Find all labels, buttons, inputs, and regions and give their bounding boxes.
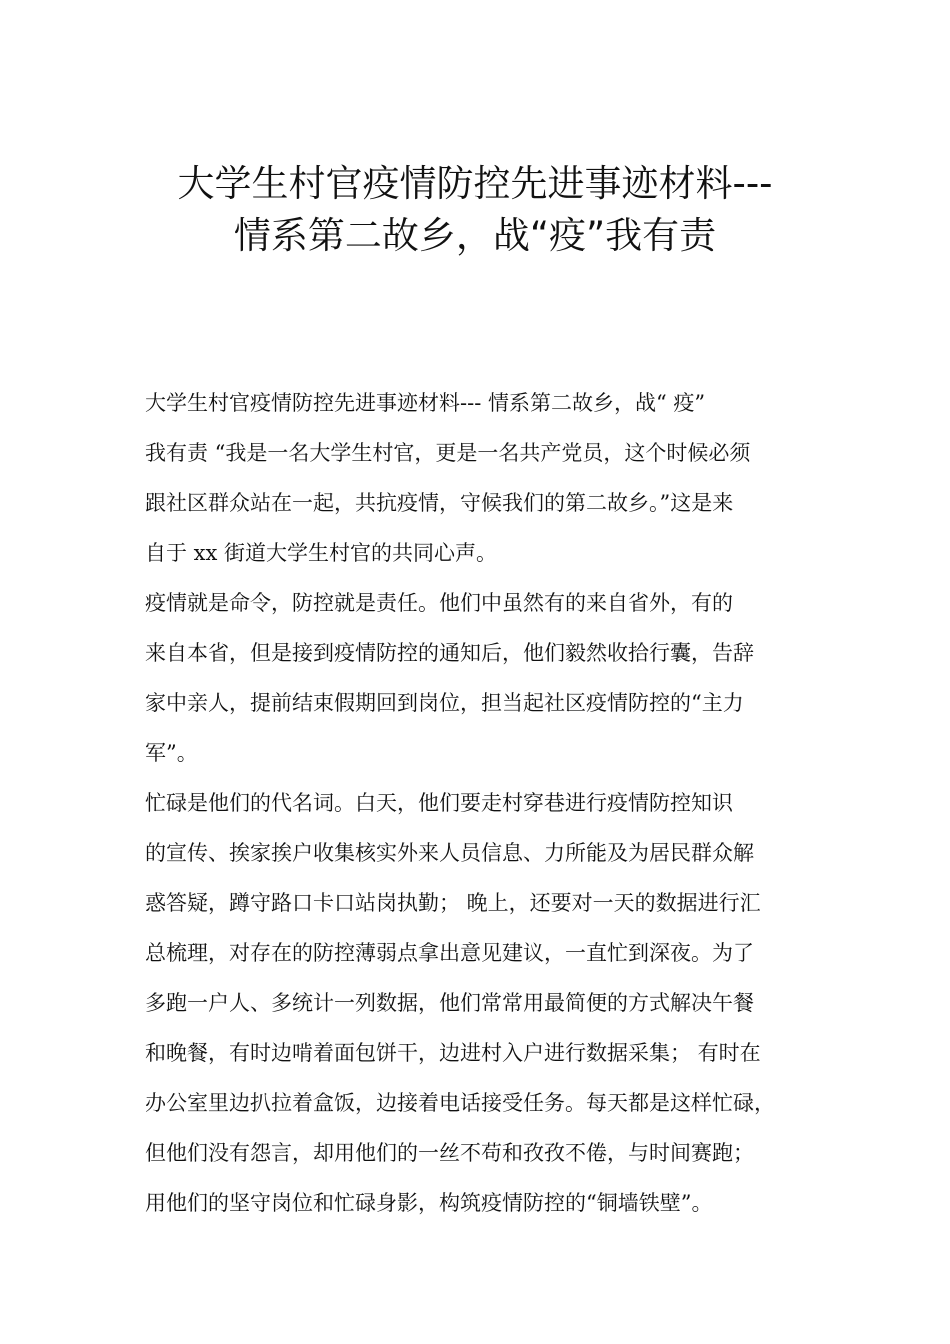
text-line: 惑答疑，蹲守路口卡口站岗执勤； 晚上，还要对一天的数据进行汇	[145, 891, 761, 915]
text-line: 军”。	[145, 741, 198, 765]
paragraph-3	[145, 778, 835, 1228]
text-line: 自于 xx 街道大学生村官的共同心声。	[145, 541, 498, 565]
text-line: 我有责 “我是一名大学生村官，更是一名共产党员，这个时候必须	[145, 441, 751, 465]
text-line: 忙碌是他们的代名词。白天，他们要走村穿巷进行疫情防控知识	[145, 791, 733, 815]
title-line-1: 大学生村官疫情防控先进事迹材料---	[177, 161, 773, 205]
text-line: 用他们的坚守岗位和忙碌身影，构筑疫情防控的“铜墙铁壁”。	[145, 1191, 713, 1215]
text-line: 多跑一户人、多统计一列数据，他们常常用最简便的方式解决午餐	[145, 991, 754, 1015]
text-line: 疫情就是命令，防控就是责任。他们中虽然有的来自省外，有的	[145, 591, 733, 615]
text-line: 总梳理，对存在的防控薄弱点拿出意见建议，一直忙到深夜。为了	[145, 941, 754, 965]
text-line: 的宣传、挨家挨户收集核实外来人员信息、力所能及为居民群众解	[145, 841, 754, 865]
text-line: 但他们没有怨言，却用他们的一丝不苟和孜孜不倦，与时间赛跑；	[145, 1141, 754, 1165]
text-line: 家中亲人，提前结束假期回到岗位，担当起社区疫情防控的“主力	[145, 691, 744, 715]
text-line: 跟社区群众站在一起，共抗疫情，守候我们的第二故乡。”这是来	[145, 491, 734, 515]
text-line: 大学生村官疫情防控先进事迹材料--- 情系第二故乡，战“ 疫”	[145, 391, 706, 415]
text-line: 来自本省，但是接到疫情防控的通知后，他们毅然收拾行囊，告辞	[145, 641, 754, 665]
document-title	[90, 158, 860, 262]
text-line: 和晚餐，有时边啃着面包饼干，边进村入户进行数据采集； 有时在	[145, 1041, 761, 1065]
text-line: 办公室里边扒拉着盒饭，边接着电话接受任务。每天都是这样忙碌，	[145, 1091, 775, 1115]
document-body	[145, 378, 835, 1228]
paragraph-2	[145, 578, 835, 778]
title-line-2: 情系第二故乡，战“疫”我有责	[233, 213, 717, 257]
paragraph-1	[145, 378, 835, 578]
